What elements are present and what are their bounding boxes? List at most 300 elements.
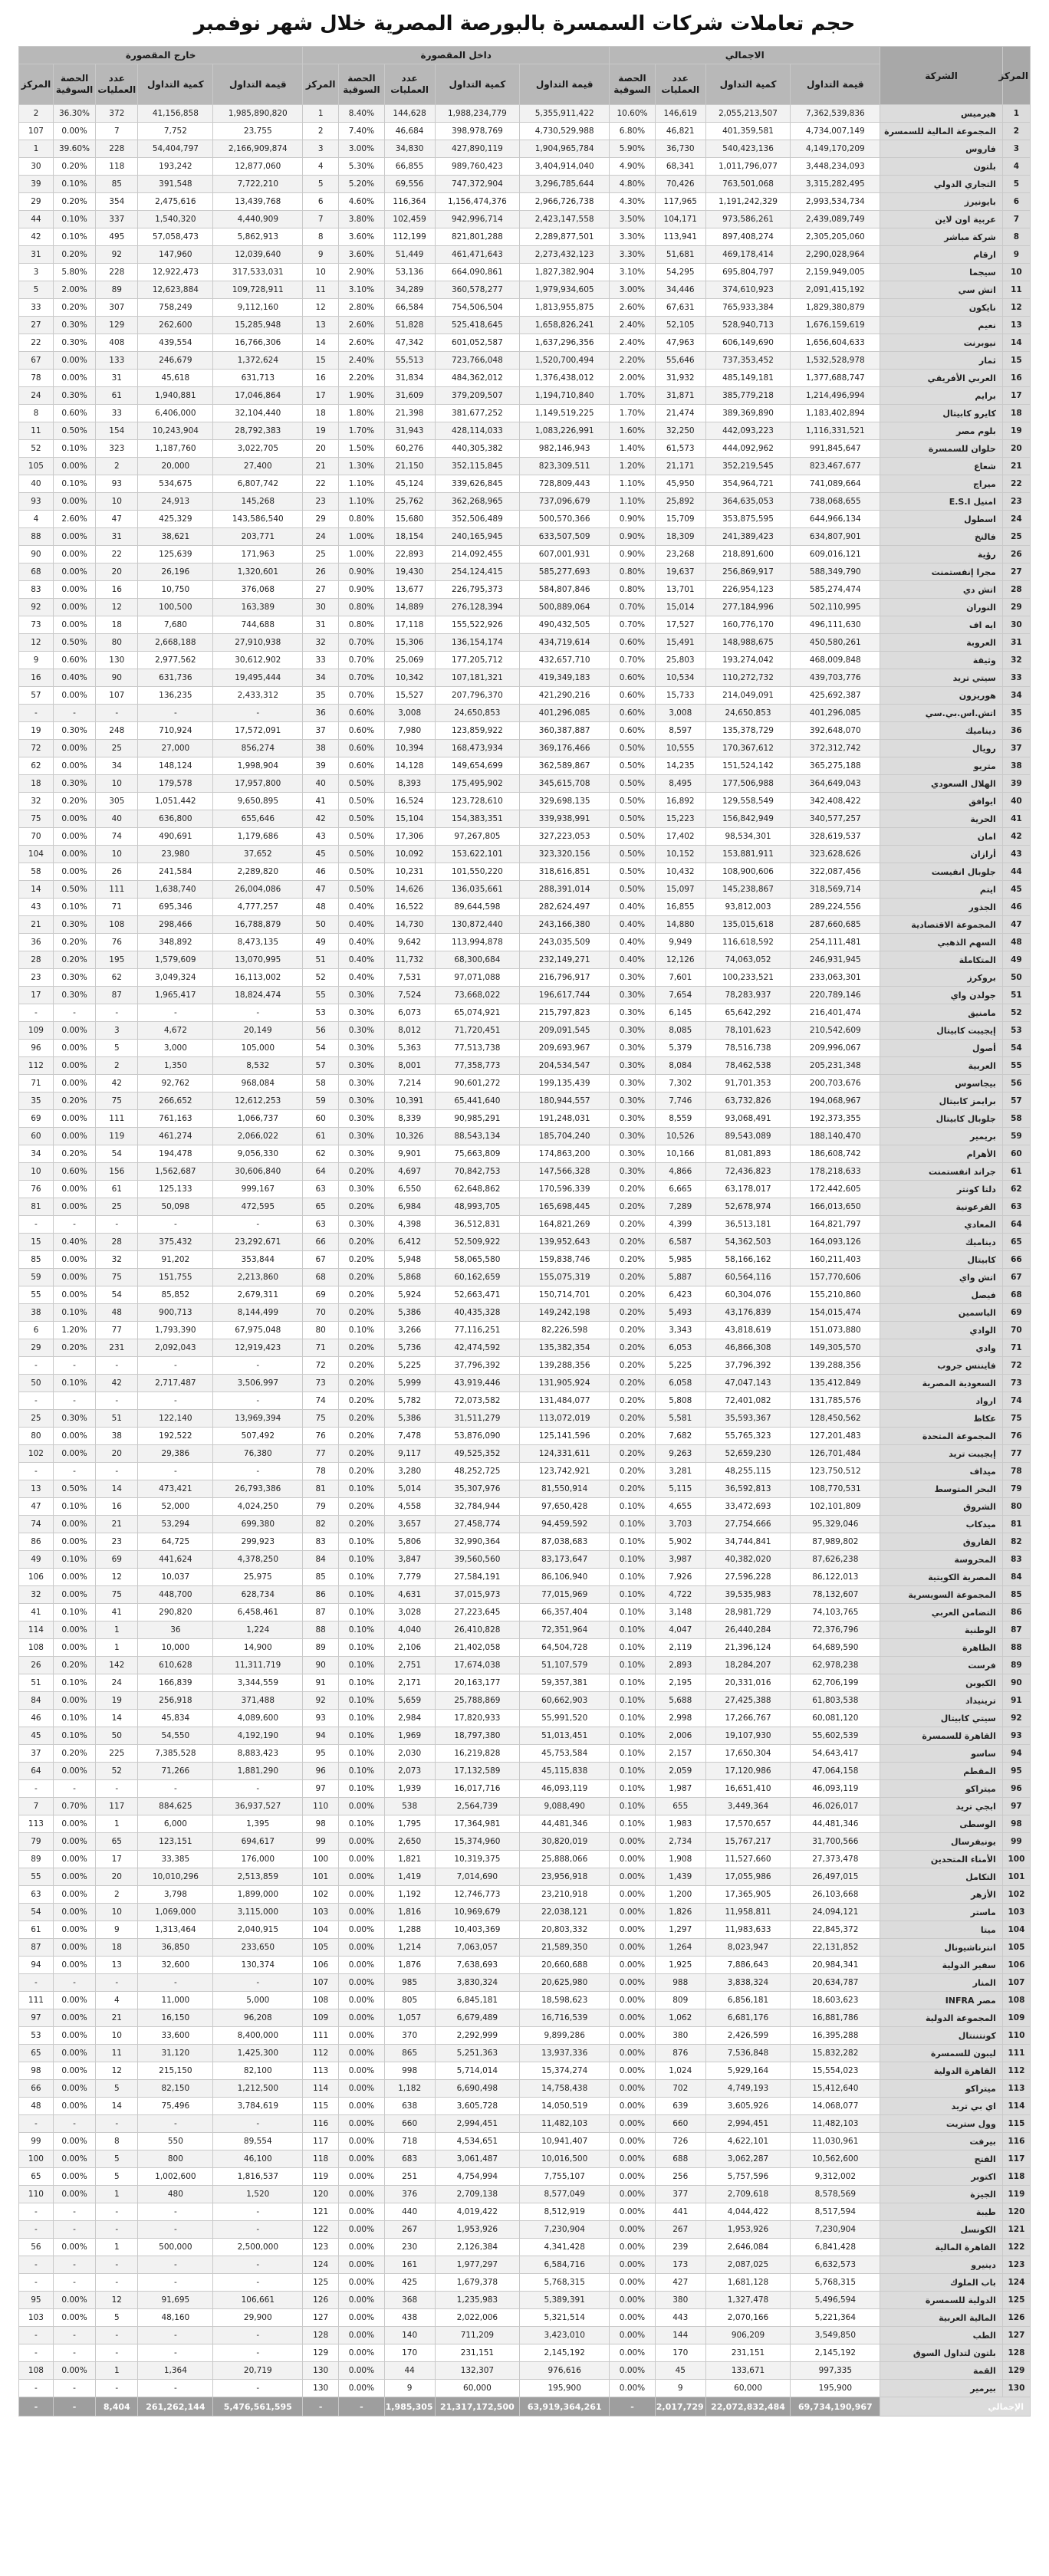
inside-value-cell: 25,888,066 [520, 1851, 610, 1868]
table-row [19, 1868, 1031, 1886]
inside-share-cell: 0.00% [339, 2186, 385, 2203]
outside-share-cell: 0.00% [53, 1992, 95, 2009]
total-share-cell: 0.20% [610, 1357, 656, 1375]
total-value-cell: 1,214,496,994 [791, 387, 880, 405]
outside-value-cell: 29,900 [213, 2309, 303, 2327]
total-share-cell: 0.00% [610, 2344, 656, 2362]
table-row [19, 581, 1031, 599]
inside-trades-cell: 425 [384, 2274, 435, 2292]
outside-value-cell: 9,650,895 [213, 793, 303, 810]
total-volume-cell: 2,426,599 [705, 2027, 791, 2045]
total-value-cell: 5,496,594 [791, 2292, 880, 2309]
outside-value-cell: 12,039,640 [213, 246, 303, 264]
total-trades-cell: 7,682 [655, 1428, 705, 1445]
inside-value-cell: 170,596,339 [520, 1181, 610, 1198]
inside-volume-cell: 130,872,440 [435, 916, 520, 934]
outside-trades-cell: 20 [96, 564, 138, 581]
outside-rank-cell: 13 [19, 1480, 54, 1498]
rank-cell: 118 [1002, 2168, 1030, 2186]
outside-rank-cell: - [19, 2274, 54, 2292]
total-value-cell: 46,026,017 [791, 1798, 880, 1815]
company-cell: بيرمير [880, 2380, 1003, 2397]
inside-rank-cell: 69 [303, 1286, 339, 1304]
outside-volume-cell: 348,892 [138, 934, 213, 951]
outside-volume-cell: 57,058,473 [138, 228, 213, 246]
company-cell: بيرفت [880, 2133, 1003, 2150]
rank-cell: 98 [1002, 1815, 1030, 1833]
total-trades-cell: 7,302 [655, 1075, 705, 1092]
inside-value-cell: 1,637,296,356 [520, 334, 610, 352]
header-inside-volume: كمية التداول [435, 64, 520, 105]
outside-trades-cell: 42 [96, 1375, 138, 1392]
inside-rank-cell: 115 [303, 2098, 339, 2115]
table-row [19, 405, 1031, 422]
outside-rank-cell: 40 [19, 475, 54, 493]
inside-trades-cell: 7,980 [384, 722, 435, 740]
outside-share-cell: 39.60% [53, 140, 95, 158]
outside-share-cell: 0.00% [53, 1057, 95, 1075]
total-volume-cell: 52,659,230 [705, 1445, 791, 1463]
inside-rank-cell: 93 [303, 1710, 339, 1727]
outside-share-cell: 0.00% [53, 1198, 95, 1216]
inside-rank-cell: 50 [303, 916, 339, 934]
outside-volume-cell: 3,049,324 [138, 969, 213, 987]
outside-share-cell: 0.10% [53, 899, 95, 916]
inside-value-cell: 1,520,700,494 [520, 352, 610, 370]
inside-share-cell: 0.50% [339, 828, 385, 846]
outside-volume-cell: - [138, 1357, 213, 1375]
inside-trades-cell: 53,136 [384, 264, 435, 281]
outside-volume-cell: 215,150 [138, 2062, 213, 2080]
rank-cell: 112 [1002, 2062, 1030, 2080]
outside-share-cell: 0.00% [53, 1251, 95, 1269]
inside-rank-cell: 127 [303, 2309, 339, 2327]
total-share-cell: 0.10% [610, 1798, 656, 1815]
outside-rank-cell: - [19, 2344, 54, 2362]
total-value-cell: 588,349,790 [791, 564, 880, 581]
total-trades-cell: 8,084 [655, 1057, 705, 1075]
inside-rank-cell: 123 [303, 2239, 339, 2256]
total-trades-cell: 10,152 [655, 846, 705, 863]
outside-volume-cell: 193,242 [138, 158, 213, 176]
inside-value-cell: 113,072,019 [520, 1410, 610, 1428]
total-share-cell: 0.70% [610, 652, 656, 669]
company-cell: الأزهر [880, 1886, 1003, 1904]
outside-trades-cell: 305 [96, 793, 138, 810]
outside-trades-cell: 21 [96, 1516, 138, 1533]
table-row [19, 193, 1031, 211]
inside-trades-cell: 1,214 [384, 1939, 435, 1957]
total-value-cell: 3,448,234,093 [791, 158, 880, 176]
company-cell: اكتوبر [880, 2168, 1003, 2186]
total-trades-cell: 21,474 [655, 405, 705, 422]
outside-rank-cell: 15 [19, 1234, 54, 1251]
inside-rank-cell: 109 [303, 2009, 339, 2027]
inside-trades-cell: 1,876 [384, 1957, 435, 1974]
outside-trades-cell: 17 [96, 1851, 138, 1868]
outside-value-cell: - [213, 2327, 303, 2344]
outside-rank-cell: 96 [19, 1040, 54, 1057]
outside-share-cell: 0.10% [53, 211, 95, 228]
total-share-cell: 0.10% [610, 1763, 656, 1780]
inside-rank-cell: 21 [303, 458, 339, 475]
outside-rank-cell: 50 [19, 1375, 54, 1392]
inside-trades-cell: 144,628 [384, 105, 435, 123]
table-row [19, 1428, 1031, 1445]
total-value-cell: 74,103,765 [791, 1604, 880, 1622]
rank-cell: 16 [1002, 370, 1030, 387]
outside-rank-cell: 16 [19, 669, 54, 687]
inside-value-cell: 9,899,286 [520, 2027, 610, 2045]
inside-value-cell: 282,624,497 [520, 899, 610, 916]
inside-value-cell: 1,979,934,605 [520, 281, 610, 299]
inside-value-cell: 51,107,579 [520, 1657, 610, 1674]
inside-volume-cell: 214,092,455 [435, 546, 520, 564]
total-share-cell: 2.40% [610, 317, 656, 334]
inside-volume-cell: 7,638,693 [435, 1957, 520, 1974]
total-volume-cell: 93,812,003 [705, 899, 791, 916]
inside-volume-cell: 136,154,174 [435, 634, 520, 652]
outside-volume-cell: 246,679 [138, 352, 213, 370]
inside-volume-cell: 711,209 [435, 2327, 520, 2344]
total-value-cell: 209,996,067 [791, 1040, 880, 1057]
inside-rank-cell: 24 [303, 528, 339, 546]
outside-value-cell: - [213, 1216, 303, 1234]
outside-rank-cell: 35 [19, 1092, 54, 1110]
rank-cell: 10 [1002, 264, 1030, 281]
total-value-cell: 186,608,742 [791, 1145, 880, 1163]
total-value-cell: 155,210,860 [791, 1286, 880, 1304]
outside-rank-cell: 93 [19, 493, 54, 511]
inside-value-cell: 83,173,647 [520, 1551, 610, 1569]
inside-share-cell: 0.00% [339, 2098, 385, 2115]
total-volume-cell: 24,650,853 [705, 705, 791, 722]
inside-trades-cell: 17,306 [384, 828, 435, 846]
totals-inside-volume: 21,317,172,500 [435, 2397, 520, 2417]
outside-value-cell: 96,208 [213, 2009, 303, 2027]
inside-rank-cell: 46 [303, 863, 339, 881]
outside-value-cell: 631,713 [213, 370, 303, 387]
total-trades-cell: 15,014 [655, 599, 705, 616]
company-cell: الكيوبن [880, 1674, 1003, 1692]
inside-volume-cell: 6,845,181 [435, 1992, 520, 2009]
outside-volume-cell: 54,404,797 [138, 140, 213, 158]
inside-rank-cell: 6 [303, 193, 339, 211]
outside-share-cell: 0.20% [53, 951, 95, 969]
outside-volume-cell: 2,475,616 [138, 193, 213, 211]
total-volume-cell: 135,015,618 [705, 916, 791, 934]
total-trades-cell: 5,115 [655, 1480, 705, 1498]
rank-cell: 18 [1002, 405, 1030, 422]
rank-cell: 23 [1002, 493, 1030, 511]
rank-cell: 28 [1002, 581, 1030, 599]
outside-trades-cell: 11 [96, 2045, 138, 2062]
company-cell: ميدكاب [880, 1516, 1003, 1533]
inside-volume-cell: 3,605,728 [435, 2098, 520, 2115]
outside-share-cell: 0.00% [53, 1957, 95, 1974]
company-cell: المجموعة الاقتصادية [880, 916, 1003, 934]
inside-rank-cell: 100 [303, 1851, 339, 1868]
outside-value-cell: 1,816,537 [213, 2168, 303, 2186]
rank-cell: 86 [1002, 1604, 1030, 1622]
outside-share-cell: 0.00% [53, 2027, 95, 2045]
total-volume-cell: 444,092,962 [705, 440, 791, 458]
inside-volume-cell: 89,644,598 [435, 899, 520, 916]
inside-share-cell: 0.90% [339, 564, 385, 581]
outside-value-cell: 856,274 [213, 740, 303, 757]
company-cell: المحروسة [880, 1551, 1003, 1569]
company-cell: السعودية المصرية [880, 1375, 1003, 1392]
outside-share-cell: 0.30% [53, 1410, 95, 1428]
outside-rank-cell: 60 [19, 1128, 54, 1145]
outside-value-cell: 25,975 [213, 1569, 303, 1586]
rank-cell: 121 [1002, 2221, 1030, 2239]
inside-value-cell: 421,290,216 [520, 687, 610, 705]
inside-share-cell: 1.10% [339, 493, 385, 511]
table-row [19, 1480, 1031, 1498]
outside-trades-cell: 50 [96, 1727, 138, 1745]
inside-rank-cell: 62 [303, 1145, 339, 1163]
table-row [19, 2133, 1031, 2150]
inside-rank-cell: 30 [303, 599, 339, 616]
total-volume-cell: 4,749,193 [705, 2080, 791, 2098]
total-share-cell: 0.00% [610, 1957, 656, 1974]
outside-share-cell: 0.10% [53, 1498, 95, 1516]
company-cell: الوسطى [880, 1815, 1003, 1833]
total-share-cell: 0.00% [610, 1939, 656, 1957]
company-cell: الفتح [880, 2150, 1003, 2168]
total-value-cell: 205,231,348 [791, 1057, 880, 1075]
company-cell: الطب [880, 2327, 1003, 2344]
inside-value-cell: 9,088,490 [520, 1798, 610, 1815]
inside-trades-cell: 1,419 [384, 1868, 435, 1886]
outside-trades-cell: 5 [96, 1040, 138, 1057]
table-row [19, 1622, 1031, 1639]
total-value-cell: 55,602,539 [791, 1727, 880, 1745]
outside-trades-cell: - [96, 2115, 138, 2133]
table-row [19, 2186, 1031, 2203]
company-cell: القاهرة الدولية [880, 2062, 1003, 2080]
outside-share-cell: 0.10% [53, 1727, 95, 1745]
inside-trades-cell: 1,192 [384, 1886, 435, 1904]
company-cell: الكونسل [880, 2221, 1003, 2239]
inside-value-cell: 633,507,509 [520, 528, 610, 546]
outside-value-cell: 19,495,444 [213, 669, 303, 687]
outside-share-cell: 0.00% [53, 2080, 95, 2098]
outside-volume-cell: 473,421 [138, 1480, 213, 1498]
inside-value-cell: 216,796,917 [520, 969, 610, 987]
inside-share-cell: 0.00% [339, 1798, 385, 1815]
outside-share-cell: - [53, 2274, 95, 2292]
total-value-cell: 102,101,809 [791, 1498, 880, 1516]
table-row [19, 2344, 1031, 2362]
outside-rank-cell: 71 [19, 1075, 54, 1092]
inside-trades-cell: 25,069 [384, 652, 435, 669]
table-row [19, 281, 1031, 299]
inside-trades-cell: 2,106 [384, 1639, 435, 1657]
total-value-cell: 1,183,402,894 [791, 405, 880, 422]
outside-share-cell: 2.60% [53, 511, 95, 528]
table-row [19, 1798, 1031, 1815]
inside-volume-cell: 52,663,471 [435, 1286, 520, 1304]
outside-value-cell: 4,440,909 [213, 211, 303, 228]
inside-rank-cell: 59 [303, 1092, 339, 1110]
inside-volume-cell: 107,181,321 [435, 669, 520, 687]
inside-rank-cell: 80 [303, 1322, 339, 1339]
outside-share-cell: 0.00% [53, 2133, 95, 2150]
inside-trades-cell: 2,030 [384, 1745, 435, 1763]
inside-rank-cell: 42 [303, 810, 339, 828]
inside-volume-cell: 31,511,279 [435, 1410, 520, 1428]
outside-volume-cell: 1,364 [138, 2362, 213, 2380]
inside-share-cell: 0.00% [339, 2380, 385, 2397]
outside-rank-cell: 85 [19, 1251, 54, 1269]
outside-share-cell: 0.10% [53, 440, 95, 458]
outside-rank-cell: 95 [19, 2292, 54, 2309]
outside-share-cell: 0.00% [53, 2309, 95, 2327]
inside-rank-cell: 60 [303, 1110, 339, 1128]
outside-trades-cell: 1 [96, 2362, 138, 2380]
header-inside-group: داخل المقصورة [303, 47, 610, 64]
table-row [19, 1727, 1031, 1745]
inside-rank-cell: 74 [303, 1392, 339, 1410]
rank-cell: 40 [1002, 793, 1030, 810]
table-row [19, 616, 1031, 634]
inside-share-cell: 0.20% [339, 1445, 385, 1463]
outside-value-cell: 163,389 [213, 599, 303, 616]
total-value-cell: 5,221,364 [791, 2309, 880, 2327]
total-value-cell: 823,467,677 [791, 458, 880, 475]
outside-trades-cell: 32 [96, 1251, 138, 1269]
total-trades-cell: 256 [655, 2168, 705, 2186]
outside-trades-cell: 111 [96, 881, 138, 899]
inside-trades-cell: 5,736 [384, 1339, 435, 1357]
company-cell: يونيفرسال [880, 1833, 1003, 1851]
inside-trades-cell: 7,779 [384, 1569, 435, 1586]
inside-share-cell: 0.00% [339, 2256, 385, 2274]
total-share-cell: 0.50% [610, 846, 656, 863]
inside-trades-cell: 1,939 [384, 1780, 435, 1798]
inside-rank-cell: 97 [303, 1780, 339, 1798]
total-volume-cell: 17,266,767 [705, 1710, 791, 1727]
inside-volume-cell: 440,305,382 [435, 440, 520, 458]
inside-share-cell: 0.00% [339, 1904, 385, 1921]
outside-rank-cell: - [19, 1357, 54, 1375]
outside-volume-cell: 2,092,043 [138, 1339, 213, 1357]
inside-trades-cell: 31,834 [384, 370, 435, 387]
inside-share-cell: 0.00% [339, 2115, 385, 2133]
company-cell: هيرميس [880, 105, 1003, 123]
total-value-cell: 24,094,121 [791, 1904, 880, 1921]
inside-value-cell: 823,309,511 [520, 458, 610, 475]
inside-trades-cell: 34,830 [384, 140, 435, 158]
inside-rank-cell: 56 [303, 1022, 339, 1040]
outside-value-cell: 507,492 [213, 1428, 303, 1445]
total-trades-cell: 17,527 [655, 616, 705, 634]
inside-volume-cell: 154,383,351 [435, 810, 520, 828]
inside-value-cell: 288,391,014 [520, 881, 610, 899]
company-cell: اتش.اس.بي.سي [880, 705, 1003, 722]
total-trades-cell: 54,295 [655, 264, 705, 281]
inside-volume-cell: 360,578,277 [435, 281, 520, 299]
totals-total-volume: 22,072,832,484 [705, 2397, 791, 2417]
inside-rank-cell: 65 [303, 1198, 339, 1216]
outside-trades-cell: - [96, 1463, 138, 1480]
outside-trades-cell: 10 [96, 493, 138, 511]
inside-volume-cell: 90,601,272 [435, 1075, 520, 1092]
inside-trades-cell: 998 [384, 2062, 435, 2080]
inside-trades-cell: 14,626 [384, 881, 435, 899]
outside-share-cell: 0.00% [53, 810, 95, 828]
inside-trades-cell: 47,342 [384, 334, 435, 352]
outside-value-cell: 17,572,091 [213, 722, 303, 740]
outside-rank-cell: 94 [19, 1957, 54, 1974]
company-cell: الطاهرة [880, 1639, 1003, 1657]
inside-value-cell: 500,889,064 [520, 599, 610, 616]
table-row [19, 987, 1031, 1004]
company-cell: الدولية للسمسرة [880, 2292, 1003, 2309]
outside-value-cell: 13,070,995 [213, 951, 303, 969]
inside-value-cell: 23,210,918 [520, 1886, 610, 1904]
outside-share-cell: 0.10% [53, 1674, 95, 1692]
outside-value-cell: 317,533,031 [213, 264, 303, 281]
inside-rank-cell: 12 [303, 299, 339, 317]
outside-volume-cell: 761,163 [138, 1110, 213, 1128]
inside-rank-cell: 11 [303, 281, 339, 299]
company-cell: مجرا إنفستمنت [880, 564, 1003, 581]
table-row [19, 140, 1031, 158]
table-row [19, 1551, 1031, 1569]
table-row [19, 546, 1031, 564]
outside-rank-cell: 44 [19, 211, 54, 228]
table-row [19, 2309, 1031, 2327]
rank-cell: 50 [1002, 969, 1030, 987]
outside-trades-cell: 408 [96, 334, 138, 352]
total-volume-cell: 277,184,996 [705, 599, 791, 616]
total-value-cell: 5,768,315 [791, 2274, 880, 2292]
inside-value-cell: 4,341,428 [520, 2239, 610, 2256]
outside-value-cell: 2,040,915 [213, 1921, 303, 1939]
outside-rank-cell: 104 [19, 846, 54, 863]
total-share-cell: 0.00% [610, 2080, 656, 2098]
outside-trades-cell: - [96, 1392, 138, 1410]
inside-share-cell: 1.00% [339, 528, 385, 546]
outside-value-cell: 2,679,311 [213, 1286, 303, 1304]
outside-volume-cell: 92,762 [138, 1075, 213, 1092]
outside-value-cell: 3,344,559 [213, 1674, 303, 1692]
table-row [19, 334, 1031, 352]
inside-volume-cell: 231,151 [435, 2344, 520, 2362]
inside-value-cell: 51,013,451 [520, 1727, 610, 1745]
outside-trades-cell: 18 [96, 1939, 138, 1957]
inside-volume-cell: 60,000 [435, 2380, 520, 2397]
outside-trades-cell: - [96, 1780, 138, 1798]
total-volume-cell: 98,534,301 [705, 828, 791, 846]
rank-cell: 30 [1002, 616, 1030, 634]
outside-share-cell: 0.00% [53, 1763, 95, 1780]
outside-trades-cell: 20 [96, 1445, 138, 1463]
outside-value-cell: 1,998,904 [213, 757, 303, 775]
inside-volume-cell: 942,996,714 [435, 211, 520, 228]
table-row [19, 1710, 1031, 1727]
inside-share-cell: 0.30% [339, 1110, 385, 1128]
inside-trades-cell: 9,117 [384, 1445, 435, 1463]
total-volume-cell: 241,389,423 [705, 528, 791, 546]
outside-share-cell: 0.00% [53, 1868, 95, 1886]
rank-cell: 94 [1002, 1745, 1030, 1763]
outside-value-cell: 2,500,000 [213, 2239, 303, 2256]
outside-rank-cell: 107 [19, 123, 54, 140]
